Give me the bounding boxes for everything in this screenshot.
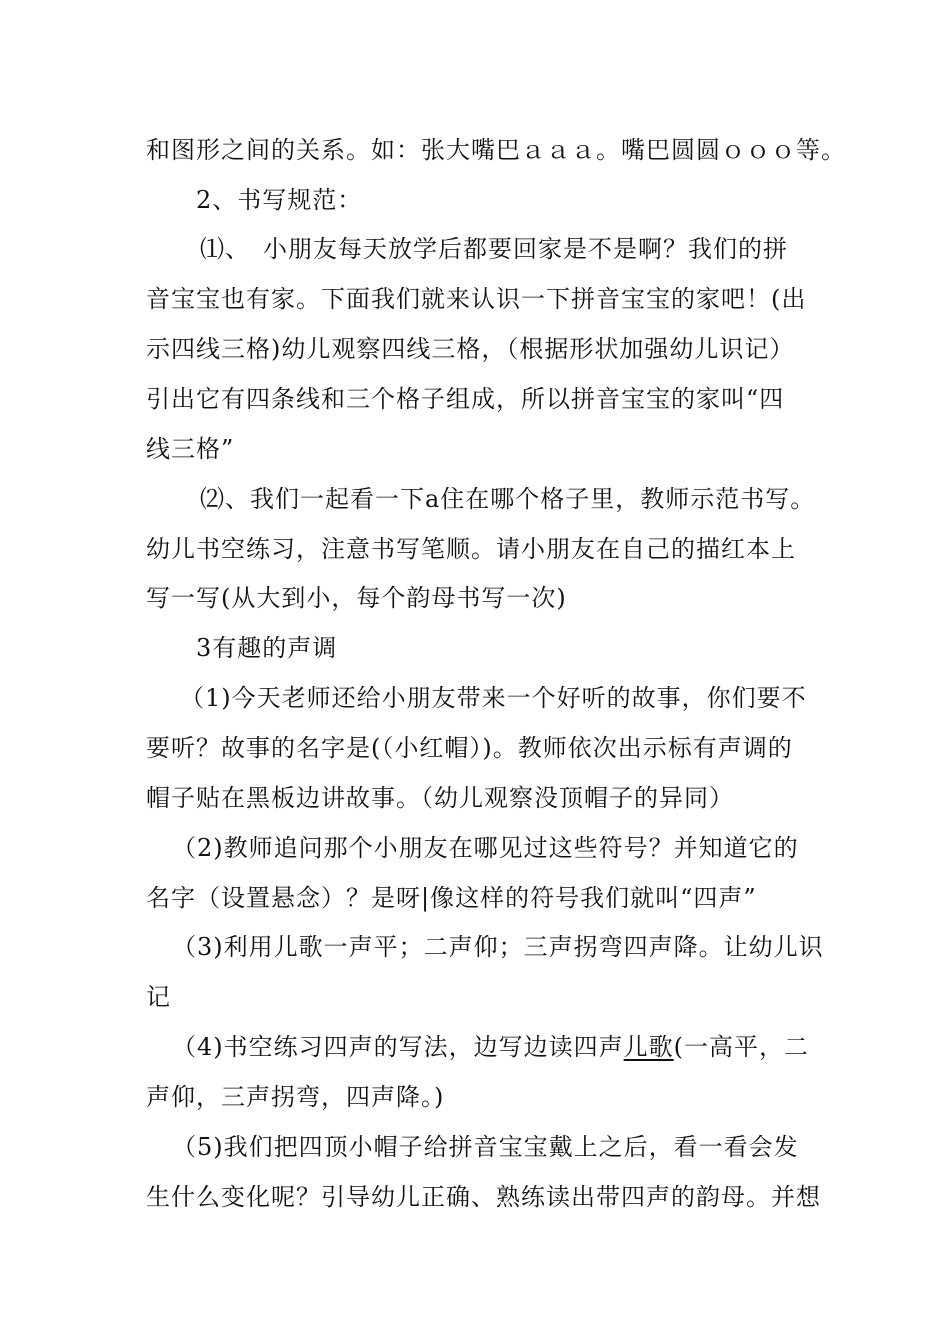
text-line-12: （1)今天老师还给小朋友带来一个好听的故事，你们要不	[180, 684, 807, 712]
text-line-1: 和图形之间的关系。如：张大嘴巴ａａａ。嘴巴圆圆ｏｏｏ等。	[146, 136, 846, 164]
text-line-9: 幼儿书空练习，注意书写笔顺。请小朋友在自己的描红本上	[146, 535, 796, 563]
text-line-18: 记	[146, 983, 171, 1011]
text-line-19-end: (一高平，二	[673, 1033, 810, 1061]
text-line-13: 要听？故事的名字是(（小红帽）)。教师依次出示标有声调的	[146, 734, 793, 762]
children-song-link[interactable]: 儿歌	[623, 1033, 674, 1061]
text-line-10: 写一写(从大到小，每个韵母书写一次)	[146, 584, 567, 612]
section-heading-tones: 3有趣的声调	[196, 634, 338, 662]
text-line-22: 生什么变化呢？引导幼儿正确、熟练读出带四声的韵母。并想	[146, 1183, 821, 1211]
text-line-17: （3)利用儿歌一声平；二声仰；三声拐弯四声降。让幼儿识	[172, 933, 824, 961]
text-line-4: 音宝宝也有家。下面我们就来认识一下拼音宝宝的家吧！(出	[146, 285, 807, 313]
text-line-21: （5)我们把四顶小帽子给拼音宝宝戴上之后，看一看会发	[172, 1133, 799, 1161]
text-line-3: ⑴、 小朋友每天放学后都要回家是不是啊？我们的拼	[200, 235, 788, 263]
text-line-19-start: （4)书空练习四声的写法，边写边读四声	[172, 1033, 624, 1061]
text-line-16: 名字（设置悬念）？是呀|像这样的符号我们就叫“四声”	[146, 884, 757, 912]
text-line-7: 线三格”	[146, 435, 235, 463]
text-line-2: 2、书写规范：	[196, 186, 363, 214]
text-line-14: 帽子贴在黑板边讲故事。（幼儿观察没顶帽子的异同）	[146, 784, 734, 812]
text-line-15: （2)教师追问那个小朋友在哪见过这些符号？并知道它的	[172, 834, 799, 862]
text-line-8: ⑵、我们一起看一下a住在哪个格子里，教师示范书写。	[200, 485, 816, 513]
text-line-20: 声仰，三声拐弯，四声降。)	[146, 1083, 445, 1111]
text-line-5: 示四线三格)幼儿观察四线三格，（根据形状加强幼儿识记）	[146, 335, 795, 363]
text-line-6: 引出它有四条线和三个格子组成，所以拼音宝宝的家叫“四	[146, 385, 785, 413]
text-line-19	[172, 1032, 809, 1062]
